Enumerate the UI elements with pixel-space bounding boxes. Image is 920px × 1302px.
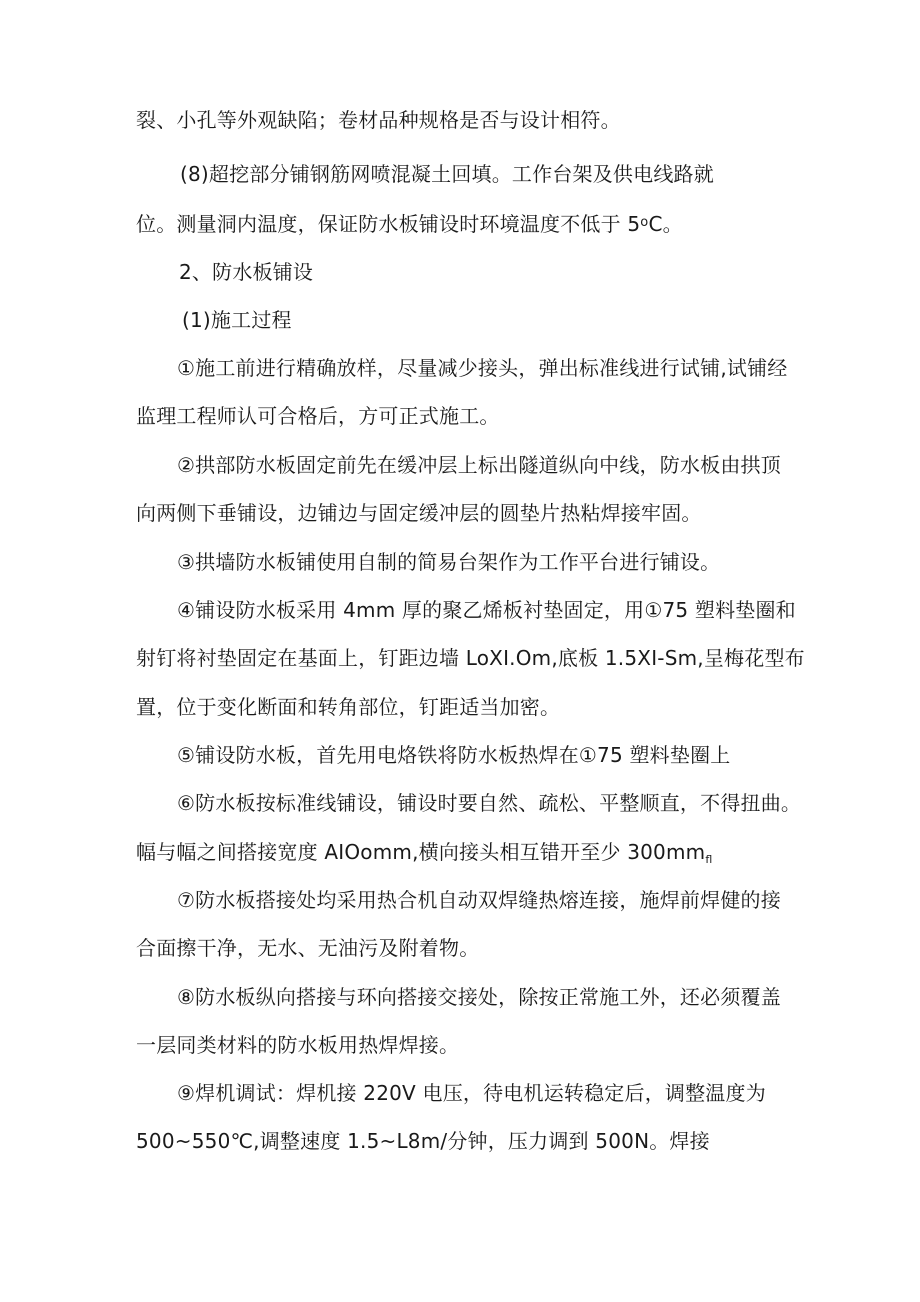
text-line-9: 向两侧下垂铺设，边铺边与固定缓冲层的圆垫片热粘焊接牢固。 bbox=[136, 501, 702, 525]
text-line-12: 射钉将衬垫固定在基面上，钉距边墙 LoXI.Om,底板 1.5XI-Sm,呈梅花型布 bbox=[136, 646, 805, 670]
text-line-3 bbox=[136, 209, 683, 238]
text-line-19: ⑧防水板纵向搭接与环向搭接交接处，除按正常施工外，还必须覆盖 bbox=[177, 985, 781, 1009]
text-line-14: ⑤铺设防水板，首先用电烙铁将防水板热焊在①75 塑料垫圈上 bbox=[177, 743, 731, 767]
text-line-3-tail: C。 bbox=[648, 212, 683, 236]
text-line-22: 500~550℃,调整速度 1.5~L8m/分钟，压力调到 500N。焊接 bbox=[136, 1129, 710, 1153]
text-line-18: 合面擦干净，无水、无油污及附着物。 bbox=[136, 936, 480, 960]
text-line-1: 裂、小孔等外观缺陷；卷材品种规格是否与设计相符。 bbox=[136, 108, 621, 132]
subsection-heading: (1)施工过程 bbox=[182, 308, 292, 332]
text-line-7: 监理工程师认可合格后，方可正式施工。 bbox=[136, 404, 500, 428]
text-line-10: ③拱墙防水板铺使用自制的简易台架作为工作平台进行铺设。 bbox=[177, 550, 721, 574]
subscript-mark: fl bbox=[705, 853, 713, 866]
text-line-2: (8)超挖部分铺钢筋网喷混凝土回填。工作台架及供电线路就 bbox=[180, 162, 714, 186]
text-line-20: 一层同类材料的防水板用热焊焊接。 bbox=[136, 1033, 460, 1057]
text-line-16-main: 幅与幅之间搭接宽度 AIOomm,横向接头相互错开至少 300mm bbox=[136, 840, 706, 864]
section-heading: 2、防水板铺设 bbox=[179, 260, 314, 284]
text-line-11: ④铺设防水板采用 4mm 厚的聚乙烯板衬垫固定，用①75 塑料垫圈和 bbox=[177, 598, 796, 622]
text-line-13: 置，位于变化断面和转角部位，钉距适当加密。 bbox=[136, 695, 561, 719]
text-line-6: ①施工前进行精确放样，尽量减少接头，弹出标准线进行试铺,试铺经 bbox=[177, 356, 788, 380]
text-line-3-main: 位。测量洞内温度，保证防水板铺设时环境温度不低于 5 bbox=[136, 212, 641, 236]
degree-mark: o bbox=[640, 215, 649, 230]
text-line-15: ⑥防水板按标准线铺设，铺设时要自然、疏松、平整顺直，不得扭曲。 bbox=[177, 791, 802, 815]
text-line-8: ②拱部防水板固定前先在缓冲层上标出隧道纵向中线，防水板由拱顶 bbox=[177, 453, 781, 477]
text-line-16 bbox=[136, 838, 712, 874]
text-line-21: ⑨焊机调试：焊机接 220V 电压，待电机运转稳定后，调整温度为 bbox=[177, 1081, 766, 1105]
text-line-17: ⑦防水板搭接处均采用热合机自动双焊缝热熔连接，施焊前焊健的接 bbox=[177, 888, 781, 912]
